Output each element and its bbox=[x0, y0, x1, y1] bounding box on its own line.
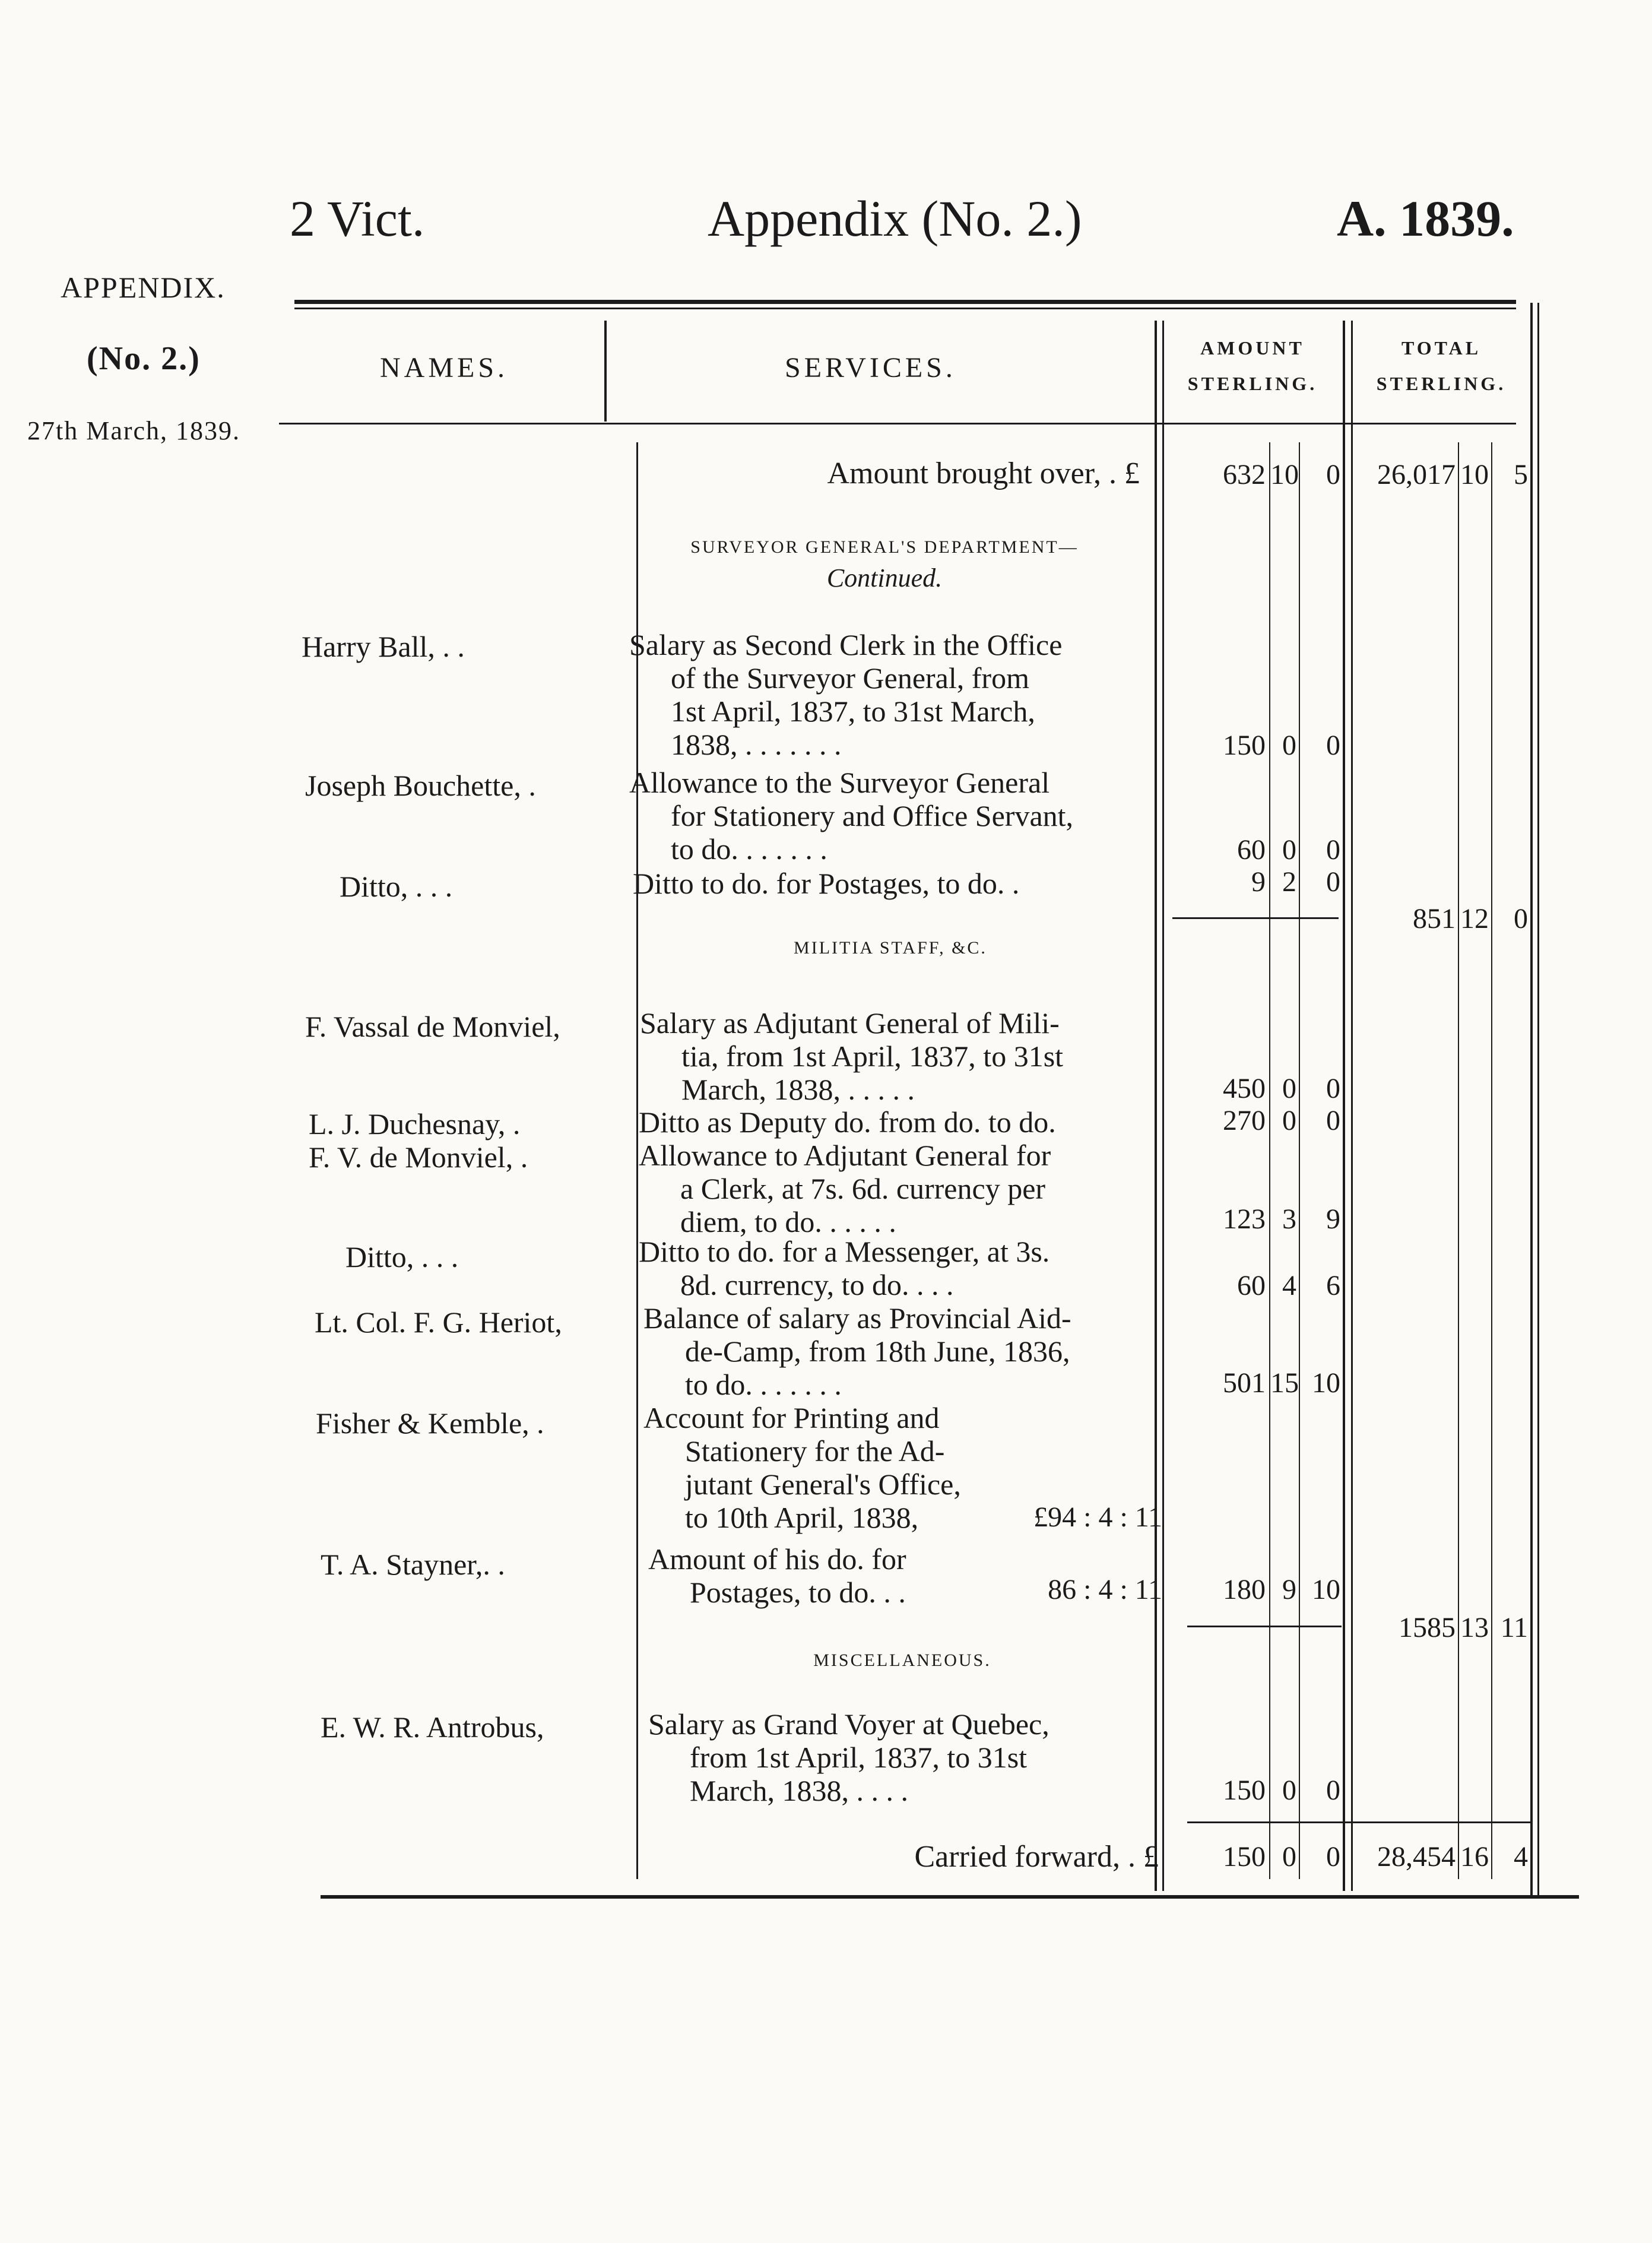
entry-amount-pence: 6 bbox=[1326, 1270, 1340, 1301]
entry-amount-pounds: 270 bbox=[1223, 1105, 1266, 1136]
header-bottom-rule bbox=[279, 423, 1516, 424]
entry-amount-pence: 0 bbox=[1326, 1775, 1340, 1806]
carried-forward-amount-pence: 0 bbox=[1326, 1841, 1340, 1873]
carried-forward-amount-shillings: 0 bbox=[1282, 1841, 1296, 1873]
entry-amount-pounds: 150 bbox=[1223, 730, 1266, 761]
amount-shillings-divider bbox=[1299, 442, 1300, 1879]
entry-service: Allowance to the Surveyor General for Stationery and Office Servant, to do. . . . . . . bbox=[629, 766, 1074, 866]
entry-name: Ditto, . . . bbox=[345, 1240, 459, 1273]
entry-amount-pounds: 123 bbox=[1223, 1203, 1266, 1235]
carried-forward-total-shillings: 16 bbox=[1460, 1841, 1489, 1873]
entry-service: Ditto as Deputy do. from do. to do. bbox=[639, 1105, 1056, 1139]
entry-service: Salary as Adjutant General of Mili- tia, from 1st April, 1837, to 31st March, 1838, . . . . . bbox=[640, 1006, 1064, 1106]
margin-number: (No. 2.) bbox=[87, 340, 201, 377]
entry-service: Ditto to do. for Postages, to do. . bbox=[633, 867, 1020, 900]
brought-over-amount-shillings: 10 bbox=[1270, 459, 1299, 490]
subtotal-shillings: 12 bbox=[1460, 903, 1489, 934]
entry-amount-shillings: 3 bbox=[1282, 1203, 1296, 1235]
table-right-border bbox=[1530, 303, 1533, 1897]
entry-amount-pence: 0 bbox=[1326, 834, 1340, 866]
carried-forward-rule bbox=[1187, 1821, 1531, 1823]
section-title-miscellaneous: MISCELLANEOUS. bbox=[813, 1650, 991, 1670]
entry-service: Amount of his do. for Postages, to do. . . bbox=[648, 1542, 906, 1609]
entry-amount-shillings: 0 bbox=[1282, 730, 1296, 761]
brought-over-amount-pence: 0 bbox=[1326, 459, 1340, 490]
entry-amount-shillings: 2 bbox=[1282, 866, 1296, 898]
table-right-border-2 bbox=[1537, 303, 1539, 1897]
entry-name: Ditto, . . . bbox=[340, 870, 453, 903]
entry-name: Fisher & Kemble, . bbox=[316, 1406, 544, 1440]
subtotal-pence: 11 bbox=[1500, 1612, 1528, 1643]
subtotal-rule bbox=[1187, 1626, 1342, 1627]
entry-amount-pence: 0 bbox=[1326, 866, 1340, 898]
entry-service: Balance of salary as Provincial Aid- de-Camp, from 18th June, 1836, to do. . . . . . . bbox=[643, 1301, 1071, 1401]
amount-pounds-divider bbox=[1269, 442, 1270, 1879]
total-shillings-divider bbox=[1491, 442, 1492, 1879]
col-divider-names-header bbox=[604, 321, 607, 422]
entry-name: F. Vassal de Monviel, bbox=[305, 1010, 560, 1043]
section-subtitle-surveyor: Continued. bbox=[826, 563, 943, 593]
entry-amount-pence: 0 bbox=[1326, 1105, 1340, 1136]
col-divider-amount bbox=[1343, 321, 1345, 1891]
entry-sub-amount: 86 : 4 : 11 bbox=[1048, 1574, 1162, 1605]
entry-amount-shillings: 0 bbox=[1282, 1775, 1296, 1806]
entry-amount-shillings: 0 bbox=[1282, 1073, 1296, 1104]
brought-over-total-shillings: 10 bbox=[1460, 459, 1489, 490]
entry-service: Salary as Grand Voyer at Quebec, from 1st April, 1837, to 31st March, 1838, . . . . bbox=[648, 1707, 1049, 1807]
brought-over-label: Amount brought over, . £ bbox=[827, 457, 1140, 490]
entry-amount-pounds: 60 bbox=[1237, 1270, 1266, 1301]
subtotal-shillings: 13 bbox=[1460, 1612, 1489, 1643]
entry-name: T. A. Stayner,. . bbox=[321, 1548, 505, 1581]
table-top-rule-thin bbox=[294, 308, 1516, 309]
entry-amount-pence: 10 bbox=[1312, 1367, 1340, 1399]
session-year: A. 1839. bbox=[1337, 190, 1514, 247]
table-top-rule bbox=[294, 300, 1516, 304]
entry-amount-pounds: 150 bbox=[1223, 1775, 1266, 1806]
entry-amount-pounds: 9 bbox=[1251, 866, 1266, 898]
entry-amount-pounds: 60 bbox=[1237, 834, 1266, 866]
subtotal-pounds: 1585 bbox=[1399, 1612, 1456, 1643]
section-title-surveyor: SURVEYOR GENERAL'S DEPARTMENT— bbox=[690, 537, 1079, 557]
subtotal-pounds: 851 bbox=[1413, 903, 1456, 934]
entry-amount-shillings: 4 bbox=[1282, 1270, 1296, 1301]
entry-name: E. W. R. Antrobus, bbox=[321, 1710, 544, 1744]
entry-name: Joseph Bouchette, . bbox=[305, 769, 536, 802]
entry-service: Account for Printing and Stationery for the Ad- jutant General's Office, to 10th April, 1838, bbox=[643, 1401, 961, 1534]
column-header-names: NAMES. bbox=[380, 352, 509, 384]
entry-amount-pounds: 450 bbox=[1223, 1073, 1266, 1104]
brought-over-amount-pounds: 632 bbox=[1223, 459, 1266, 490]
section-title-militia: MILITIA STAFF, &C. bbox=[794, 938, 987, 958]
column-header-amount: AMOUNT bbox=[1200, 337, 1305, 359]
entry-name: L. J. Duchesnay, . bbox=[309, 1107, 521, 1140]
entry-service: Salary as Second Clerk in the Office of the Surveyor General, from 1st April, 1837, to 31st March, 1838, . . . . . . . bbox=[629, 628, 1063, 761]
carried-forward-amount-pounds: 150 bbox=[1223, 1841, 1266, 1873]
entry-name: F. V. de Monviel, . bbox=[309, 1140, 528, 1174]
entry-amount-shillings: 0 bbox=[1282, 834, 1296, 866]
carried-forward-total-pence: 4 bbox=[1514, 1841, 1528, 1873]
col-divider-amount-2 bbox=[1351, 321, 1353, 1891]
entry-amount-pence: 9 bbox=[1326, 1203, 1340, 1235]
subtotal-rule bbox=[1172, 917, 1339, 919]
column-header-total-sub: STERLING. bbox=[1376, 373, 1507, 394]
subtotal-pence: 0 bbox=[1514, 903, 1528, 934]
entry-amount-pence: 0 bbox=[1326, 730, 1340, 761]
column-header-total: TOTAL bbox=[1401, 337, 1482, 359]
entry-amount-pence: 10 bbox=[1312, 1574, 1340, 1605]
margin-date: 27th March, 1839. bbox=[27, 416, 241, 445]
entry-amount-pounds: 501 bbox=[1223, 1367, 1266, 1399]
brought-over-total-pounds: 26,017 bbox=[1377, 459, 1456, 490]
carried-forward-label: Carried forward, . £ bbox=[914, 1840, 1159, 1874]
page-title: Appendix (No. 2.) bbox=[708, 190, 1082, 247]
total-pounds-divider bbox=[1458, 442, 1459, 1879]
entry-amount-shillings: 0 bbox=[1282, 1105, 1296, 1136]
carried-forward-total-pounds: 28,454 bbox=[1377, 1841, 1456, 1873]
entry-service: Allowance to Adjutant General for a Clerk, at 7s. 6d. currency per diem, to do. . . . . . bbox=[639, 1139, 1051, 1238]
table-bottom-rule bbox=[321, 1895, 1579, 1899]
brought-over-total-pence: 5 bbox=[1514, 459, 1528, 490]
entry-service: Ditto to do. for a Messenger, at 3s. 8d. currency, to do. . . . bbox=[639, 1235, 1050, 1301]
margin-appendix: APPENDIX. bbox=[61, 271, 226, 304]
entry-amount-shillings: 15 bbox=[1270, 1367, 1299, 1399]
entry-sub-amount: £94 : 4 : 11 bbox=[1033, 1501, 1162, 1533]
entry-name: Lt. Col. F. G. Heriot, bbox=[315, 1306, 562, 1339]
entry-amount-pounds: 180 bbox=[1223, 1574, 1266, 1605]
column-header-amount-sub: STERLING. bbox=[1187, 373, 1318, 394]
entry-amount-pence: 0 bbox=[1326, 1073, 1340, 1104]
entry-name: Harry Ball, . . bbox=[302, 630, 465, 663]
regnal-year: 2 Vict. bbox=[290, 190, 425, 247]
entry-amount-shillings: 9 bbox=[1282, 1574, 1296, 1605]
column-header-services: SERVICES. bbox=[785, 352, 956, 384]
